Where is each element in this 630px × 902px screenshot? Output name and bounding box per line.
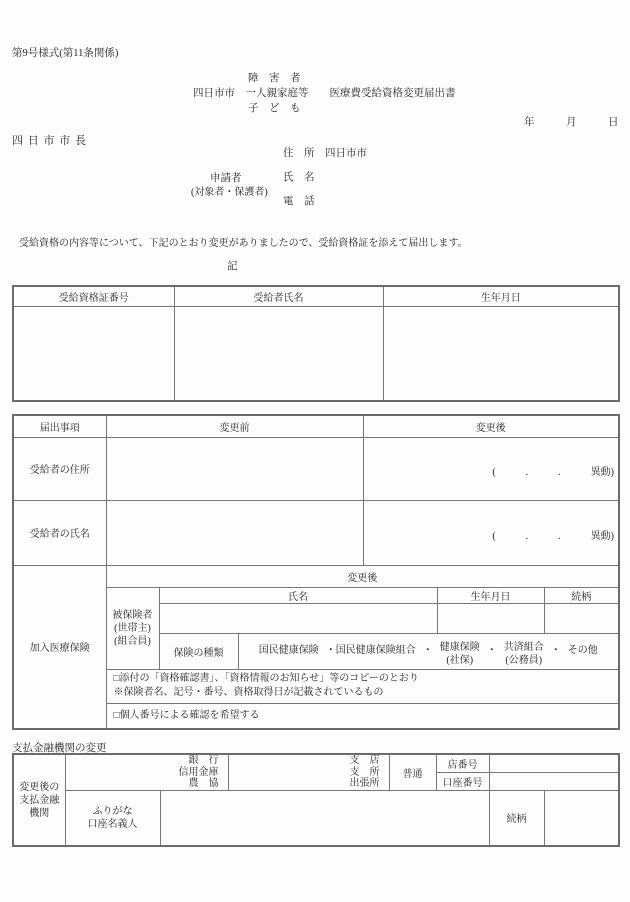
bank-type-labels <box>66 755 228 790</box>
store-number-input-cell[interactable] <box>489 754 619 772</box>
payment-institution-line: 支払金融 <box>19 794 60 806</box>
insurance-option-kyosai[interactable] <box>504 641 544 667</box>
date-line[interactable]: 年 月 日 <box>524 117 619 128</box>
account-type-label: 普通 <box>389 754 436 790</box>
mynumber-checkbox-line: □個人番号による確認を希望する <box>113 709 260 721</box>
address-line[interactable]: 住 所 四日市市 <box>283 148 367 159</box>
name-change-note: ( . . 異動) <box>492 530 615 542</box>
name-row-label: 受給者の氏名 <box>13 500 106 565</box>
insured-name-input-cell[interactable] <box>159 603 437 633</box>
applicant-sublabel: (対象者・保護者) <box>191 187 268 198</box>
insurance-option-kenko[interactable] <box>440 641 480 667</box>
bank-table <box>12 753 620 847</box>
relation-label: 続柄 <box>489 790 544 846</box>
certificate-number-input-cell[interactable] <box>13 306 174 401</box>
name-label[interactable]: 氏 名 <box>283 172 315 183</box>
attached-copy-checkbox-line2: ※保険者名、記号・番号、資格取得日が記載されているもの <box>113 687 384 698</box>
insurance-option-other[interactable]: その他 <box>567 644 598 656</box>
insured-relation-input-cell[interactable] <box>544 603 619 633</box>
store-number-label: 店番号 <box>436 754 489 772</box>
option-separator: ・ <box>550 644 561 656</box>
name-after-input-cell[interactable] <box>363 500 619 565</box>
mynumber-checkbox[interactable] <box>106 703 619 729</box>
payment-institution-label <box>13 754 65 846</box>
attached-copy-checkbox-line1: □添付の「資格確認書」、「資格情報のお知らせ」等のコピーのとおり <box>113 672 419 684</box>
birthdate-header: 生年月日 <box>383 286 619 306</box>
category-label-top: 障 害 者 <box>248 73 301 84</box>
address-before-input-cell[interactable] <box>106 437 363 500</box>
option-separator: ・ <box>486 644 497 656</box>
account-number-input-cell[interactable] <box>489 772 619 790</box>
bank-type-line: 銀 行 <box>188 755 219 766</box>
branch-name-input-cell[interactable] <box>228 754 389 790</box>
branch-type-labels <box>229 755 389 790</box>
holder-name-input-cell[interactable] <box>160 790 489 846</box>
applicant-label: 申請者 <box>210 173 242 184</box>
insured-person-label <box>106 587 159 669</box>
option-label: 健康保険 <box>439 641 480 653</box>
account-number-label: 口座番号 <box>436 772 489 790</box>
insurance-option-kokuho[interactable]: 国民健康保険 <box>258 644 319 656</box>
recipient-name-header: 受給者氏名 <box>174 286 383 306</box>
option-sublabel: (公務員) <box>505 654 543 666</box>
option-label: 共済組合 <box>503 641 544 653</box>
insurance-type-label: 保険の種類 <box>159 633 238 669</box>
insurance-after-header: 変更後 <box>106 565 619 587</box>
change-table <box>12 414 620 730</box>
address-row-label: 受給者の住所 <box>13 437 106 500</box>
relation-input-cell[interactable] <box>544 790 619 846</box>
change-item-header: 届出事項 <box>13 415 106 437</box>
bank-name-input-cell[interactable] <box>65 754 228 790</box>
form-number: 第9号様式(第11条関係) <box>12 48 119 59</box>
payment-institution-line: 変更後の <box>19 781 60 793</box>
payment-institution-line: 機関 <box>29 807 50 819</box>
option-separator: ・ <box>422 644 433 656</box>
before-change-header: 変更前 <box>106 415 363 437</box>
address-change-note: ( . . 異動) <box>492 466 615 478</box>
insurance-option-kokuho-kumiai[interactable]: ・国民健康保険組合 <box>325 644 416 656</box>
branch-type-line: 支 所 <box>349 766 380 778</box>
bank-type-line: 農 協 <box>188 778 219 789</box>
bank-type-line: 信用金庫 <box>178 766 219 778</box>
phone-label[interactable]: 電 話 <box>283 196 315 207</box>
furigana-label: ふりがな <box>92 805 133 817</box>
address-after-input-cell[interactable] <box>363 437 619 500</box>
insured-person-line: 被保険者 <box>112 609 153 621</box>
form-title: 四日市市 一人親家庭等 医療費受給資格変更届出書 <box>193 88 456 99</box>
branch-type-line: 支 店 <box>349 755 380 766</box>
birthdate-input-cell[interactable] <box>383 306 619 401</box>
insured-birthdate-column-header: 生年月日 <box>437 587 544 603</box>
name-before-input-cell[interactable] <box>106 500 363 565</box>
declaration-text: 受給資格の内容等について、下記のとおり変更がありましたので、受給資格証を添えて届出します。 <box>19 238 468 249</box>
insured-name-column-header: 氏名 <box>159 587 437 603</box>
branch-type-line: 出張所 <box>349 778 380 789</box>
insured-person-line: (組合員) <box>114 635 151 647</box>
category-label-bottom: 子 ど も <box>248 103 301 114</box>
furigana-holder-label <box>65 790 160 846</box>
addressee: 四 日 市 市 長 <box>12 135 87 147</box>
insurance-type-options <box>239 636 619 667</box>
bank-section-title: 支払金融機関の変更 <box>12 743 107 754</box>
note-heading: 記 <box>227 261 238 272</box>
after-change-header: 変更後 <box>363 415 619 437</box>
holder-label: 口座名義人 <box>87 818 138 830</box>
attached-copy-checkbox[interactable] <box>106 669 619 703</box>
insured-relation-column-header: 続柄 <box>544 587 619 603</box>
option-sublabel: (社保) <box>446 654 474 666</box>
recipient-table <box>12 285 620 402</box>
insurance-type-options-cell <box>238 633 619 669</box>
insured-birthdate-input-cell[interactable] <box>437 603 544 633</box>
certificate-number-header: 受給資格証番号 <box>13 286 174 306</box>
recipient-name-input-cell[interactable] <box>174 306 383 401</box>
insurance-row-label: 加入医療保険 <box>13 565 106 729</box>
insured-person-line: (世帯主) <box>114 622 151 634</box>
